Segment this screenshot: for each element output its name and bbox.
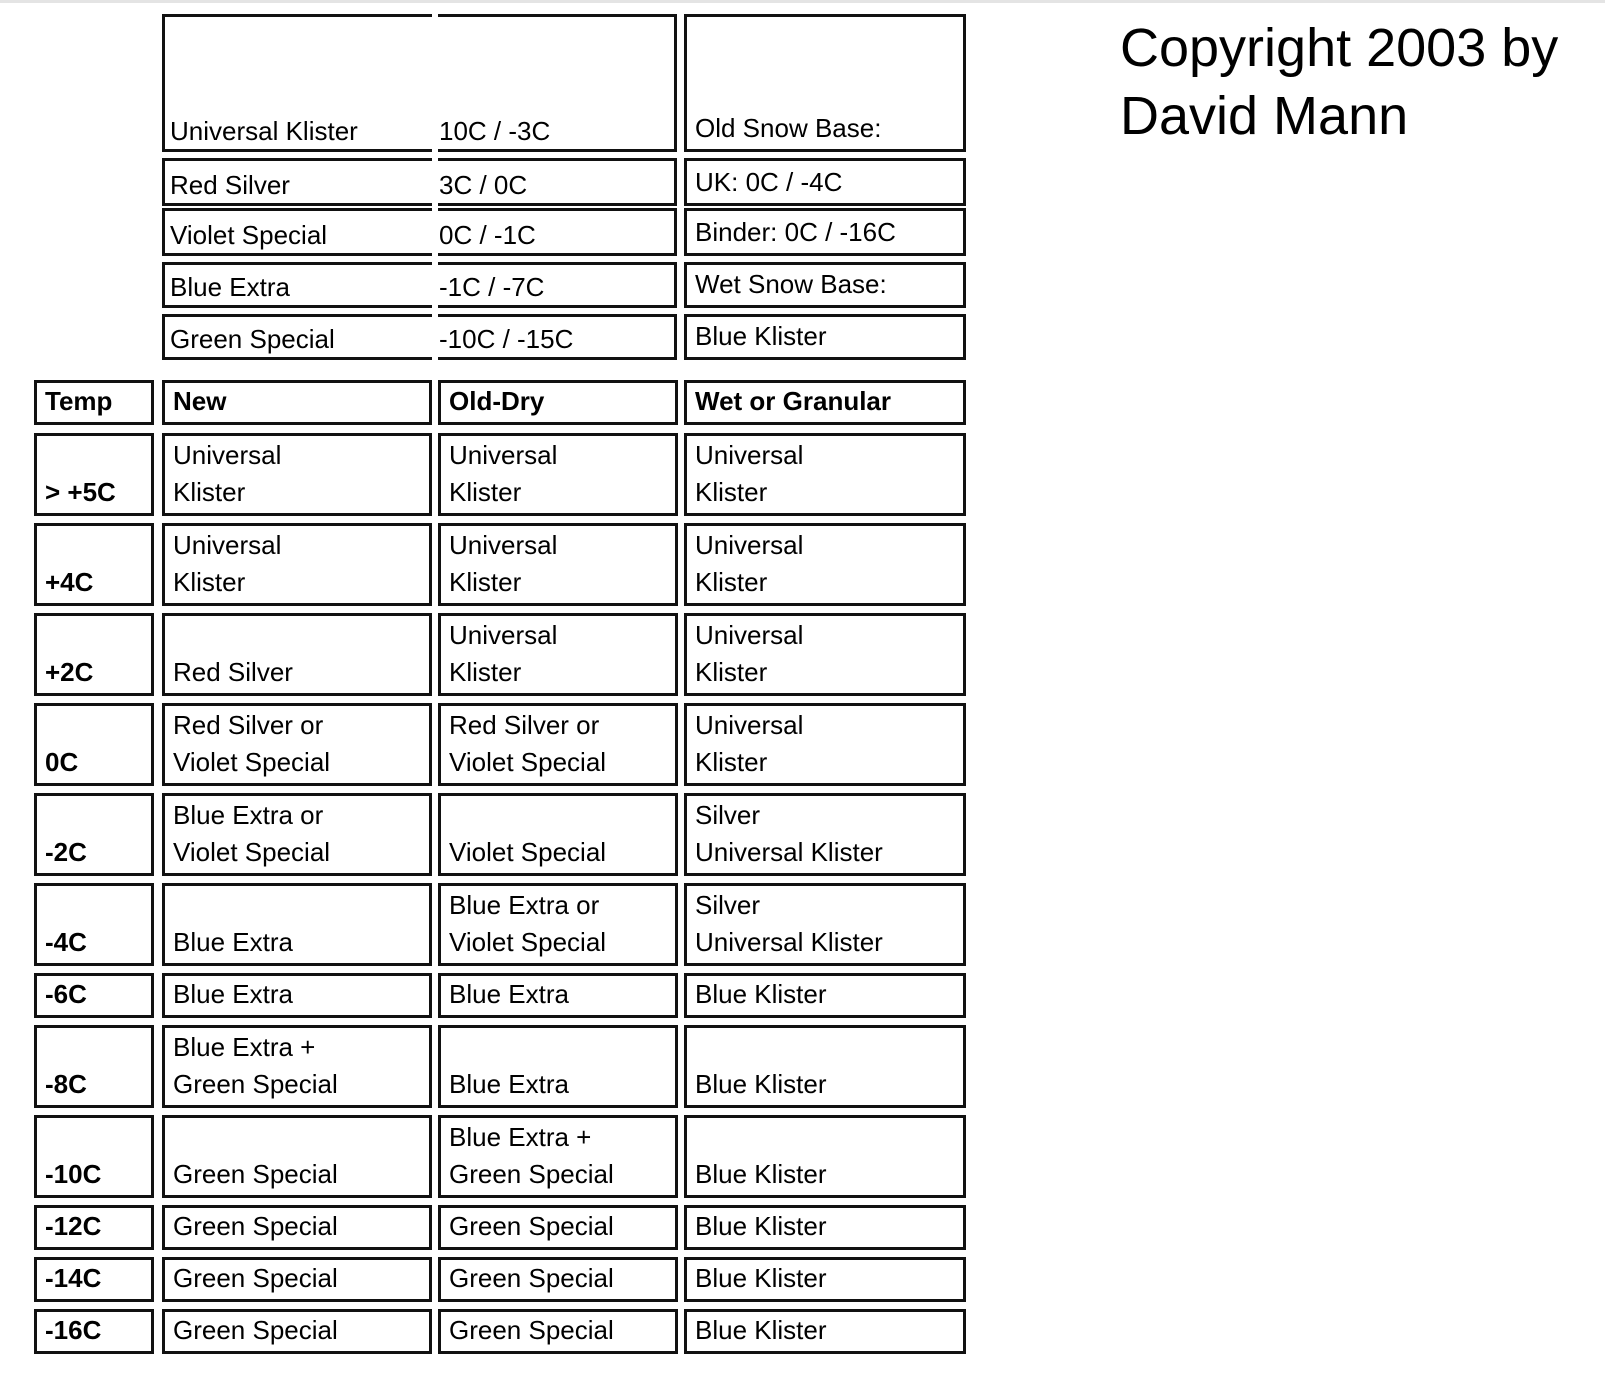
wax-recommendation-line: Universal bbox=[173, 440, 282, 470]
wet-granular-cell bbox=[684, 1205, 966, 1250]
new-snow-cell bbox=[162, 1257, 432, 1302]
wax-recommendation-line: Blue Klister bbox=[695, 1263, 827, 1293]
wet-granular-cell bbox=[684, 793, 966, 876]
wax-recommendation-line: Klister bbox=[695, 657, 768, 687]
wax-recommendation-line: Blue Klister bbox=[695, 1159, 827, 1189]
wax-recommendation-line: Blue Klister bbox=[695, 1069, 827, 1099]
wax-recommendation-line: Universal bbox=[449, 620, 558, 650]
temp-label: -2C bbox=[45, 837, 87, 867]
wax-recommendation-line: Green Special bbox=[449, 1159, 614, 1189]
old-snow-base-box bbox=[684, 14, 966, 152]
wax-recommendation-line: Klister bbox=[449, 567, 522, 597]
copyright-line-2: David Mann bbox=[1120, 86, 1409, 146]
header-label: Wet or Granular bbox=[695, 386, 892, 416]
new-snow-cell bbox=[162, 433, 432, 516]
binder-range-box bbox=[684, 208, 966, 256]
legend-wax-name: Violet Special bbox=[170, 220, 328, 250]
wax-recommendation-line: Blue Klister bbox=[695, 1211, 827, 1241]
wax-recommendation-line: Red Silver bbox=[173, 657, 293, 687]
wax-recommendation-line: Red Silver or bbox=[449, 710, 600, 740]
old-dry-cell bbox=[438, 1115, 678, 1198]
wet-granular-cell bbox=[684, 523, 966, 606]
wax-recommendation-line: Blue Klister bbox=[695, 979, 827, 1009]
wet-granular-cell bbox=[684, 703, 966, 786]
wax-recommendation-line: Blue Klister bbox=[695, 1315, 827, 1345]
wax-recommendation-line: Violet Special bbox=[173, 747, 331, 777]
wax-recommendation-line: Blue Extra bbox=[449, 1069, 569, 1099]
copyright-notice bbox=[1120, 14, 1558, 150]
old-dry-cell bbox=[438, 613, 678, 696]
legend-row bbox=[162, 314, 677, 360]
temp-cell bbox=[34, 793, 154, 876]
wax-recommendation-line: Green Special bbox=[173, 1315, 338, 1345]
uk-range: UK: 0C / -4C bbox=[695, 167, 843, 197]
wet-granular-cell bbox=[684, 973, 966, 1018]
new-snow-cell bbox=[162, 973, 432, 1018]
temp-cell bbox=[34, 703, 154, 786]
legend-wax-range: -10C / -15C bbox=[439, 324, 574, 354]
wax-recommendation-line: Blue Extra or bbox=[173, 800, 324, 830]
wax-recommendation-line: Violet Special bbox=[449, 927, 607, 957]
temp-cell bbox=[34, 973, 154, 1018]
uk-range-box bbox=[684, 158, 966, 206]
wax-recommendation-line: Violet Special bbox=[449, 747, 607, 777]
header-label: New bbox=[173, 386, 227, 416]
wax-recommendation-line: Blue Extra bbox=[173, 927, 293, 957]
table-header-new bbox=[162, 380, 432, 425]
temp-cell bbox=[34, 1115, 154, 1198]
wax-recommendation-line: Klister bbox=[695, 477, 768, 507]
legend-wax-range: 0C / -1C bbox=[439, 220, 536, 250]
table-header-wet bbox=[684, 380, 966, 425]
table-header-old bbox=[438, 380, 678, 425]
wax-recommendation-line: Klister bbox=[173, 567, 246, 597]
wet-granular-cell bbox=[684, 1257, 966, 1302]
header-label: Temp bbox=[45, 386, 113, 416]
legend-wax-range: -1C / -7C bbox=[439, 272, 545, 302]
wax-recommendation-line: Universal bbox=[695, 440, 804, 470]
temp-cell bbox=[34, 1257, 154, 1302]
wax-recommendation-line: Universal bbox=[449, 440, 558, 470]
temp-label: +2C bbox=[45, 657, 94, 687]
wax-recommendation-line: Universal bbox=[695, 710, 804, 740]
temp-label: -14C bbox=[45, 1263, 102, 1293]
temp-label: +4C bbox=[45, 567, 94, 597]
new-snow-cell bbox=[162, 523, 432, 606]
new-snow-cell bbox=[162, 883, 432, 966]
temp-cell bbox=[34, 883, 154, 966]
binder-range: Binder: 0C / -16C bbox=[695, 217, 896, 247]
new-snow-cell bbox=[162, 1205, 432, 1250]
wax-recommendation-line: Universal bbox=[695, 530, 804, 560]
wax-recommendation-line: Klister bbox=[449, 477, 522, 507]
wax-recommendation-line: Green Special bbox=[449, 1315, 614, 1345]
wax-recommendation-line: Klister bbox=[695, 567, 768, 597]
old-dry-cell bbox=[438, 793, 678, 876]
wet-granular-cell bbox=[684, 1025, 966, 1108]
wax-recommendation-line: Klister bbox=[449, 657, 522, 687]
legend-wax-name: Green Special bbox=[170, 324, 335, 354]
top-divider bbox=[0, 0, 1605, 3]
wax-recommendation-line: Klister bbox=[173, 477, 246, 507]
wet-granular-cell bbox=[684, 1309, 966, 1354]
temp-cell bbox=[34, 1309, 154, 1354]
wax-recommendation-line: Universal bbox=[695, 620, 804, 650]
temp-cell bbox=[34, 523, 154, 606]
wax-recommendation-line: Red Silver or bbox=[173, 710, 324, 740]
wet-base-wax-box bbox=[684, 314, 966, 360]
legend-wax-name: Blue Extra bbox=[170, 272, 290, 302]
table-header-temp bbox=[34, 380, 154, 425]
old-dry-cell bbox=[438, 1309, 678, 1354]
wax-recommendation-line: Green Special bbox=[173, 1069, 338, 1099]
temp-cell bbox=[34, 1205, 154, 1250]
wet-granular-cell bbox=[684, 613, 966, 696]
old-dry-cell bbox=[438, 1025, 678, 1108]
wax-recommendation-line: Blue Extra + bbox=[449, 1122, 592, 1152]
wax-recommendation-line: Klister bbox=[695, 747, 768, 777]
wax-recommendation-line: Violet Special bbox=[173, 837, 331, 867]
old-dry-cell bbox=[438, 523, 678, 606]
new-snow-cell bbox=[162, 1025, 432, 1108]
legend-wax-range: 10C / -3C bbox=[439, 116, 551, 146]
old-dry-cell bbox=[438, 433, 678, 516]
wax-recommendation-line: Violet Special bbox=[449, 837, 607, 867]
wax-recommendation-line: Universal bbox=[173, 530, 282, 560]
old-dry-cell bbox=[438, 703, 678, 786]
wax-recommendation-line: Green Special bbox=[449, 1211, 614, 1241]
new-snow-cell bbox=[162, 613, 432, 696]
new-snow-cell bbox=[162, 703, 432, 786]
copyright-line-1: Copyright 2003 by bbox=[1120, 18, 1559, 78]
legend-wax-name: Red Silver bbox=[170, 170, 290, 200]
wax-recommendation-line: Green Special bbox=[173, 1263, 338, 1293]
old-dry-cell bbox=[438, 883, 678, 966]
temp-cell bbox=[34, 613, 154, 696]
wax-recommendation-line: Green Special bbox=[173, 1211, 338, 1241]
wax-recommendation-line: Silver bbox=[695, 890, 761, 920]
wax-recommendation-line: Blue Extra bbox=[449, 979, 569, 1009]
old-dry-cell bbox=[438, 1257, 678, 1302]
temp-label: > +5C bbox=[45, 477, 116, 507]
old-snow-base-label: Old Snow Base: bbox=[695, 113, 882, 143]
wax-recommendation-line: Blue Extra bbox=[173, 979, 293, 1009]
temp-label: -12C bbox=[45, 1211, 102, 1241]
new-snow-cell bbox=[162, 1115, 432, 1198]
legend-wax-name: Universal Klister bbox=[170, 116, 358, 146]
wet-granular-cell bbox=[684, 883, 966, 966]
wax-recommendation-line: Universal Klister bbox=[695, 927, 883, 957]
wet-base-wax: Blue Klister bbox=[695, 321, 827, 351]
temp-label: -4C bbox=[45, 927, 87, 957]
wet-snow-base-box bbox=[684, 262, 966, 308]
header-label: Old-Dry bbox=[449, 386, 545, 416]
wax-recommendation-line: Green Special bbox=[449, 1263, 614, 1293]
wax-recommendation-line: Blue Extra or bbox=[449, 890, 600, 920]
old-dry-cell bbox=[438, 973, 678, 1018]
temp-label: 0C bbox=[45, 747, 79, 777]
legend-row bbox=[162, 208, 677, 256]
temp-cell bbox=[34, 1025, 154, 1108]
wax-recommendation-line: Green Special bbox=[173, 1159, 338, 1189]
legend-row bbox=[162, 262, 677, 308]
new-snow-cell bbox=[162, 1309, 432, 1354]
temp-cell bbox=[34, 433, 154, 516]
new-snow-cell bbox=[162, 793, 432, 876]
wet-granular-cell bbox=[684, 433, 966, 516]
legend-row bbox=[162, 158, 677, 206]
wax-recommendation-line: Universal Klister bbox=[695, 837, 883, 867]
temp-label: -8C bbox=[45, 1069, 87, 1099]
legend-row bbox=[162, 14, 677, 152]
temp-label: -16C bbox=[45, 1315, 102, 1345]
temp-label: -6C bbox=[45, 979, 87, 1009]
wax-recommendation-line: Blue Extra + bbox=[173, 1032, 316, 1062]
wet-snow-base-label: Wet Snow Base: bbox=[695, 269, 887, 299]
wet-granular-cell bbox=[684, 1115, 966, 1198]
wax-recommendation-line: Universal bbox=[449, 530, 558, 560]
temp-label: -10C bbox=[45, 1159, 102, 1189]
old-dry-cell bbox=[438, 1205, 678, 1250]
wax-recommendation-line: Silver bbox=[695, 800, 761, 830]
legend-wax-range: 3C / 0C bbox=[439, 170, 528, 200]
